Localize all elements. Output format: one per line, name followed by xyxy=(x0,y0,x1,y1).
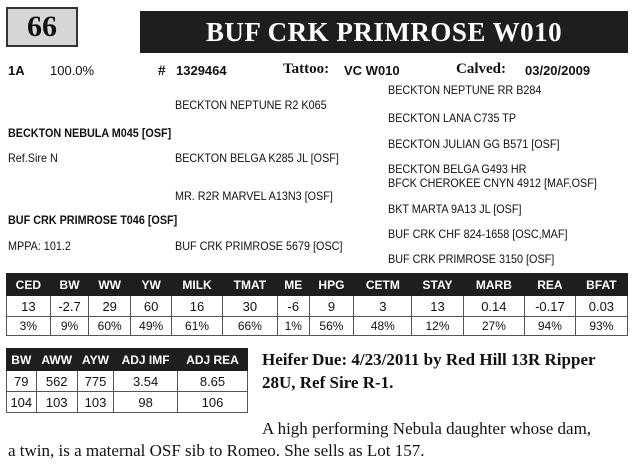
epd-header-cell: MILK xyxy=(172,274,222,296)
epd-accuracy-row xyxy=(7,317,628,336)
pedigree-dam-dam: BUF CRK PRIMROSE 5679 [OSC] xyxy=(175,239,343,253)
pedigree-dam-dam-dam: BUF CRK PRIMROSE 3150 [OSF] xyxy=(388,252,555,266)
epd-value-cell: -6 xyxy=(278,296,309,317)
pedigree-sire-dam-dam: BECKTON BELGA G493 HR xyxy=(388,162,527,176)
reg-number: 1329464 xyxy=(176,63,227,78)
epd-accuracy-cell: 3% xyxy=(7,317,51,336)
animal-name: BUF CRK PRIMROSE W010 xyxy=(205,16,563,47)
pedigree-sire-sire: BECKTON NEPTUNE R2 K065 xyxy=(175,98,327,112)
calved-label xyxy=(456,61,506,78)
pedigree-dam-dam-sire: BUF CRK CHF 824-1658 [OSC,MAF] xyxy=(388,227,568,241)
description-line-2: a twin, is a maternal OSF sib to Romeo. She sells as Lot 157. xyxy=(8,441,425,460)
epd-accuracy-cell: 61% xyxy=(172,317,222,336)
epd-header-cell: WW xyxy=(89,274,130,296)
ratio-header-cell: ADJ REA xyxy=(178,349,248,371)
pedigree-sire-dam: BECKTON BELGA K285 JL [OSF] xyxy=(175,151,339,165)
epd-header-row xyxy=(7,274,628,296)
epd-accuracy-cell: 66% xyxy=(222,317,277,336)
reg-symbol-text: # xyxy=(158,63,166,79)
breed-code: 1A xyxy=(8,63,25,78)
pedigree-sire: BECKTON NEBULA M045 [OSF] xyxy=(8,126,172,140)
epd-header-cell: TMAT xyxy=(222,274,277,296)
ratio-value-cell: 3.54 xyxy=(114,371,178,392)
epd-value-cell: 3 xyxy=(354,296,412,317)
ratio-value-row xyxy=(7,371,248,392)
reg-symbol xyxy=(158,63,166,80)
ratio-header-cell: ADJ IMF xyxy=(114,349,178,371)
epd-header-cell: YW xyxy=(130,274,171,296)
epd-header-cell: HPG xyxy=(309,274,354,296)
epd-accuracy-cell: 49% xyxy=(130,317,171,336)
epd-accuracy-cell: 48% xyxy=(354,317,412,336)
ratio-value-cell: 8.65 xyxy=(178,371,248,392)
epd-accuracy-cell: 9% xyxy=(50,317,89,336)
ratio-ratio-cell: 103 xyxy=(36,392,77,413)
pedigree-ref-sire: Ref.Sire N xyxy=(8,151,58,165)
epd-value-cell: 30 xyxy=(222,296,277,317)
epd-accuracy-cell: 93% xyxy=(575,317,627,336)
pedigree-dam-sire-sire: BFCK CHEROKEE CNYN 4912 [MAF,OSF] xyxy=(388,176,597,190)
epd-value-cell: -2.7 xyxy=(50,296,89,317)
pedigree-dam-sire: MR. R2R MARVEL A13N3 [OSF] xyxy=(175,189,333,203)
epd-header-cell: STAY xyxy=(412,274,463,296)
epd-accuracy-cell: 94% xyxy=(525,317,576,336)
ratio-header-cell: AYW xyxy=(77,349,113,371)
epd-header-cell: BFAT xyxy=(575,274,627,296)
lot-number: 66 xyxy=(27,10,57,43)
epd-header-cell: MARB xyxy=(463,274,524,296)
ratio-header-cell: BW xyxy=(7,349,37,371)
epd-accuracy-cell: 56% xyxy=(309,317,354,336)
tattoo-value: VC W010 xyxy=(344,63,400,78)
ratio-table xyxy=(6,348,248,413)
pedigree-sire-sire-sire: BECKTON NEPTUNE RR B284 xyxy=(388,83,542,97)
calved-label-text: Calved: xyxy=(456,61,506,77)
ratio-ratio-cell: 104 xyxy=(7,392,37,413)
ratio-header-cell: AWW xyxy=(36,349,77,371)
ratio-value-cell: 562 xyxy=(36,371,77,392)
epd-accuracy-cell: 1% xyxy=(278,317,309,336)
animal-name-banner xyxy=(140,11,628,53)
epd-accuracy-cell: 60% xyxy=(89,317,130,336)
epd-header-cell: BW xyxy=(50,274,89,296)
ratio-ratio-row xyxy=(7,392,248,413)
epd-accuracy-cell: 27% xyxy=(463,317,524,336)
tattoo-label xyxy=(283,61,329,78)
ratio-ratio-cell: 106 xyxy=(178,392,248,413)
epd-table xyxy=(6,273,628,336)
ratio-ratio-cell: 98 xyxy=(114,392,178,413)
epd-accuracy-cell: 12% xyxy=(412,317,463,336)
epd-value-cell: 60 xyxy=(130,296,171,317)
epd-value-row xyxy=(7,296,628,317)
epd-value-cell: 29 xyxy=(89,296,130,317)
heifer-due-note: Heifer Due: 4/23/2011 by Red Hill 13R Ripper 28U, Ref Sire R-1. xyxy=(262,350,596,392)
ratio-value-cell: 775 xyxy=(77,371,113,392)
pedigree-sire-sire-dam: BECKTON LANA C735 TP xyxy=(388,111,517,125)
pedigree-sire-dam-sire: BECKTON JULIAN GG B571 [OSF] xyxy=(388,137,560,151)
epd-value-cell: 0.14 xyxy=(463,296,524,317)
pedigree-dam: BUF CRK PRIMROSE T046 [OSF] xyxy=(8,213,178,227)
epd-header-cell: REA xyxy=(525,274,576,296)
ratio-ratio-cell: 103 xyxy=(77,392,113,413)
epd-header-cell: CED xyxy=(7,274,51,296)
ratio-header-row xyxy=(7,349,248,371)
description-line-1: A high performing Nebula daughter whose dam, xyxy=(262,419,592,438)
ratio-value-cell: 79 xyxy=(7,371,37,392)
epd-value-cell: 13 xyxy=(7,296,51,317)
calved-value: 03/20/2009 xyxy=(525,63,591,78)
epd-value-cell: 16 xyxy=(172,296,222,317)
pedigree-dam-sire-dam: BKT MARTA 9A13 JL [OSF] xyxy=(388,202,522,216)
pedigree-mppa: MPPA: 101.2 xyxy=(8,239,71,253)
lot-number-box xyxy=(6,7,78,47)
epd-header-cell: ME xyxy=(278,274,309,296)
breed-percent: 100.0% xyxy=(50,63,95,78)
tattoo-label-text: Tattoo: xyxy=(283,61,330,77)
epd-value-cell: 0.03 xyxy=(575,296,627,317)
epd-value-cell: 9 xyxy=(309,296,354,317)
epd-header-cell: CETM xyxy=(354,274,412,296)
epd-value-cell: 13 xyxy=(412,296,463,317)
epd-value-cell: -0.17 xyxy=(525,296,576,317)
